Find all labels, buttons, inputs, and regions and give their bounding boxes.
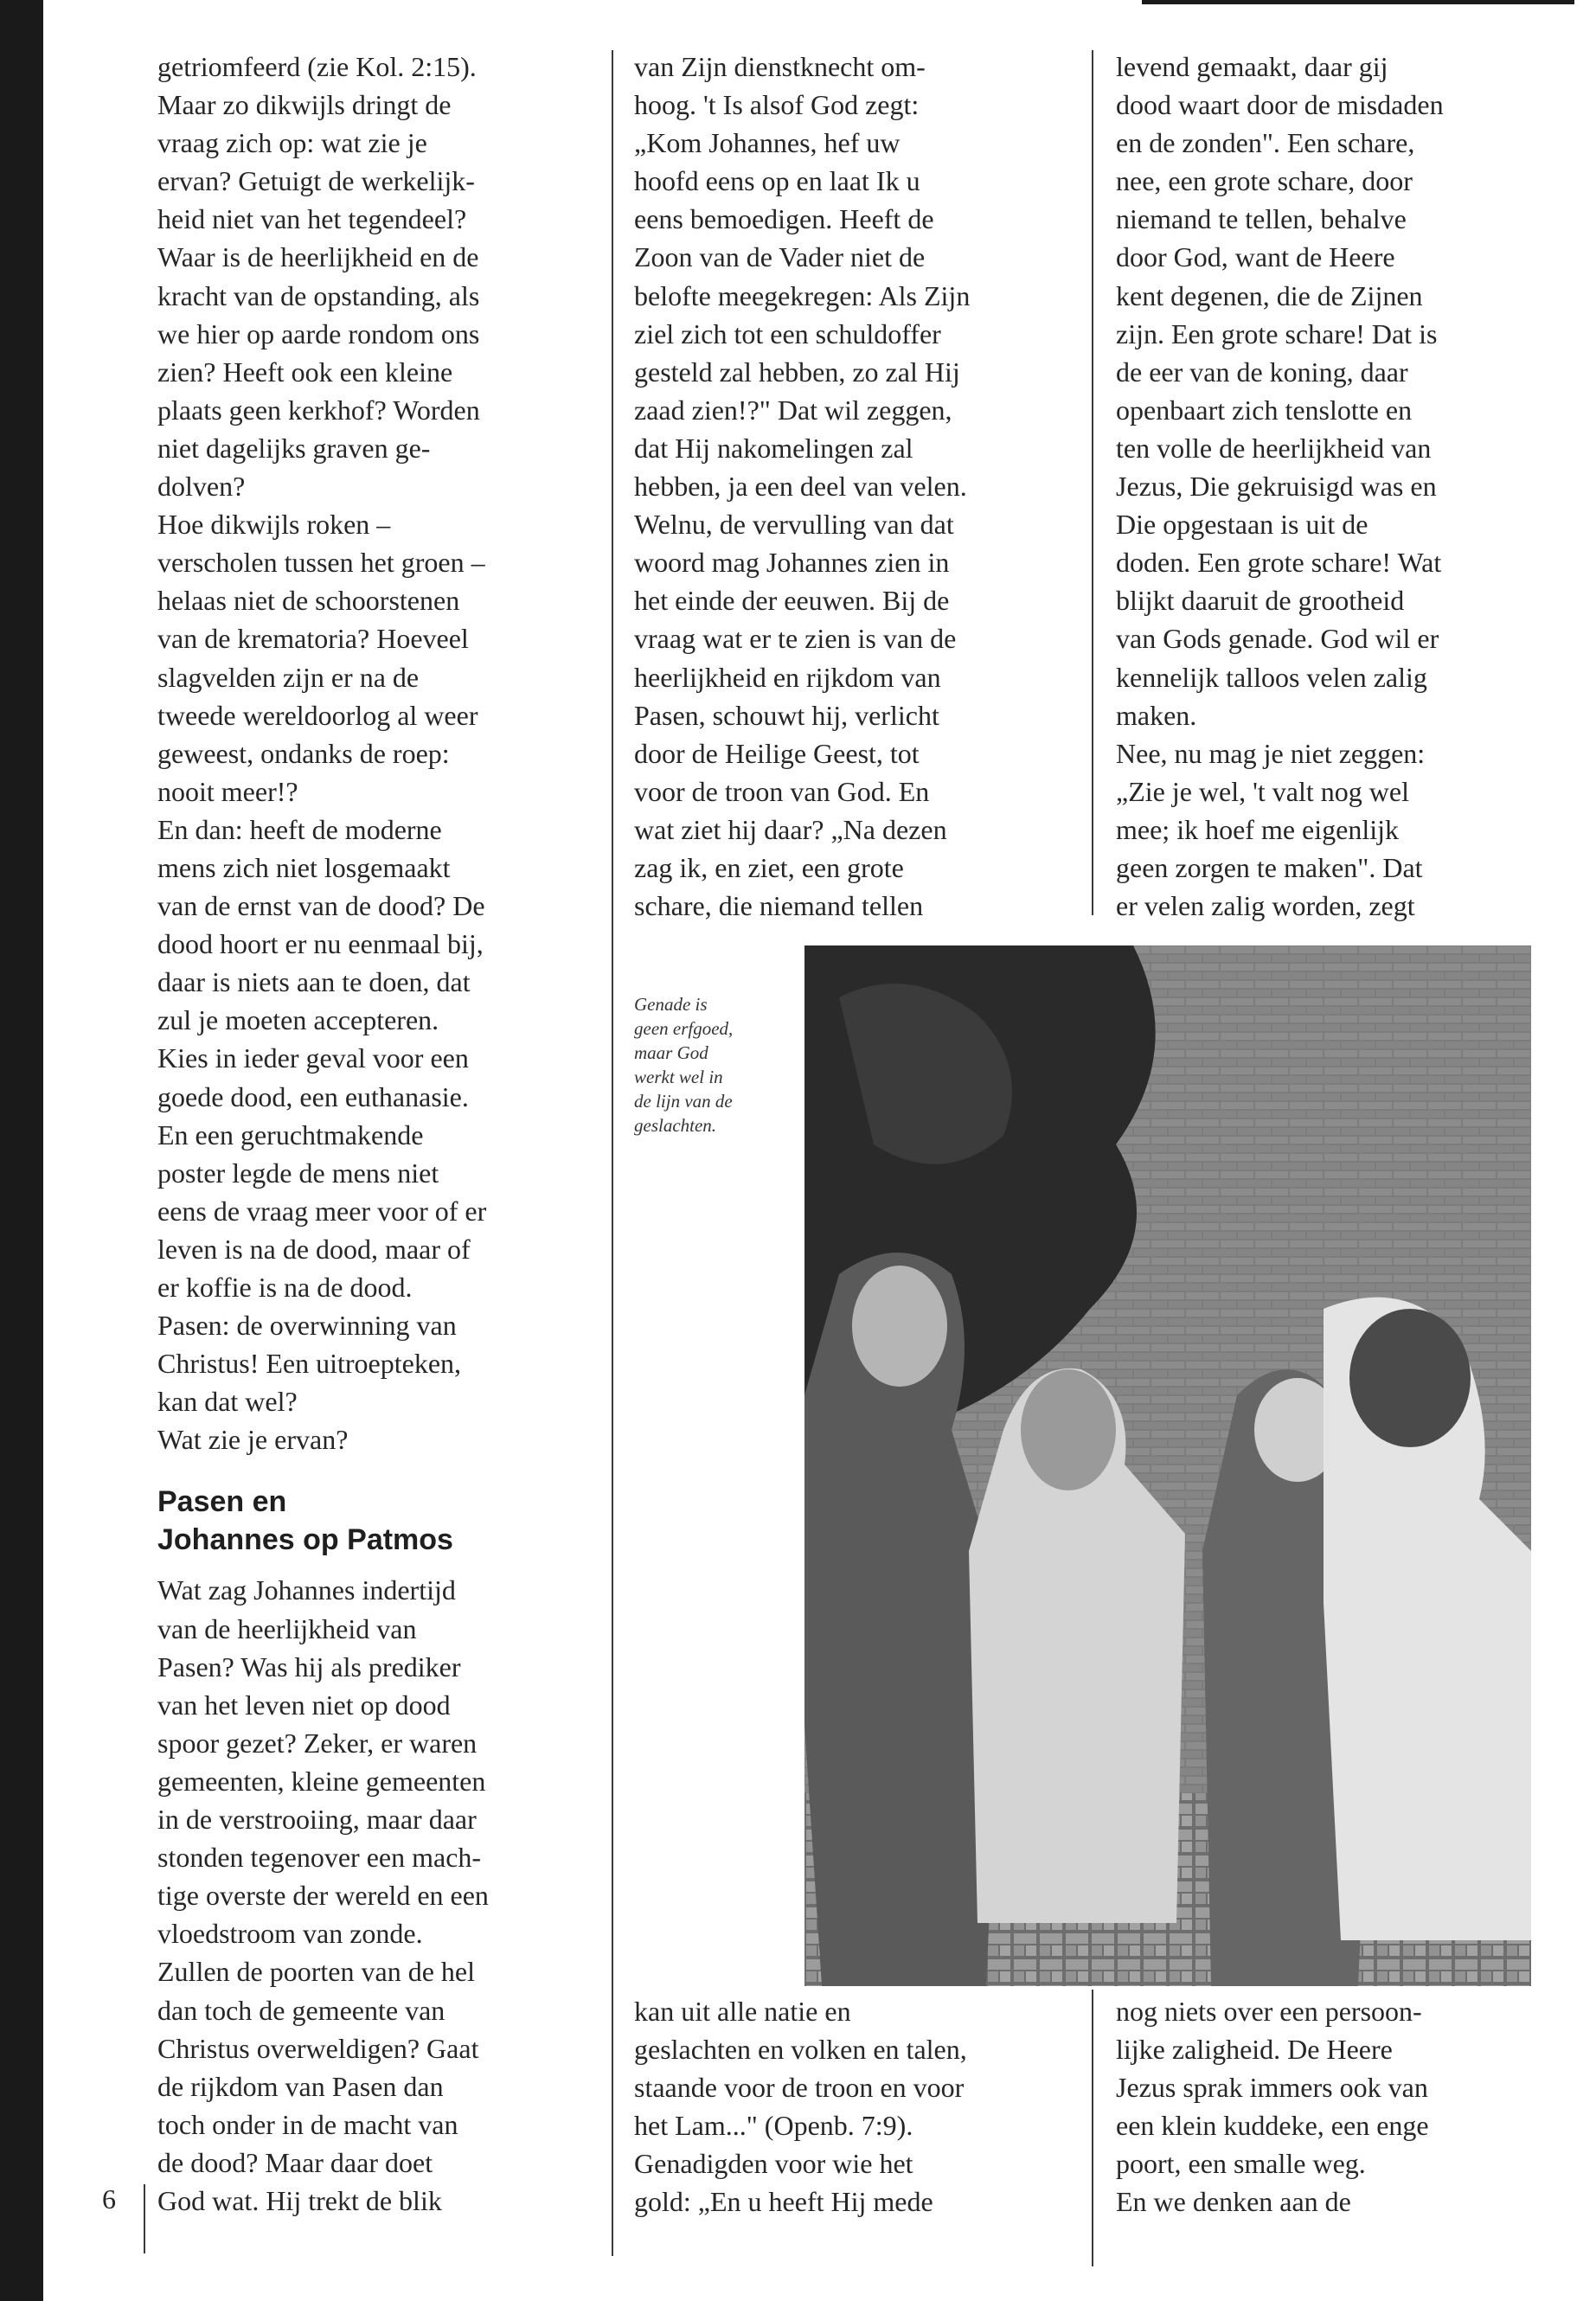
text-line: hoog. 't Is alsof God zegt: <box>634 89 920 121</box>
text-line: kan dat wel? <box>157 1386 298 1418</box>
text-line: door de Heilige Geest, tot <box>634 737 920 769</box>
text-line: dat Hij nakomelingen zal <box>634 432 913 464</box>
text-line: en de zonden". Een schare, <box>1116 127 1415 159</box>
caption-line: geslachten. <box>634 1115 717 1136</box>
text-line: kennelijk talloos velen zalig <box>1116 661 1427 693</box>
text-line: dood waart door de misdaden <box>1116 89 1444 121</box>
figure-center-head <box>1021 1369 1116 1490</box>
text-line: schare, die niemand tellen <box>634 890 924 922</box>
text-line: nee, een grote schare, door <box>1116 165 1413 197</box>
col1-section-body <box>157 1571 599 2220</box>
text-line: door God, want de Heere <box>1116 241 1395 273</box>
text-line: zien? Heeft ook een kleine <box>157 356 453 388</box>
text-line: dood hoort er nu eenmaal bij, <box>157 928 484 960</box>
page-number: 6 <box>102 2183 116 2214</box>
text-line: En we denken aan de <box>1116 2186 1351 2218</box>
text-line: niemand te tellen, behalve <box>1116 203 1407 235</box>
photo-youth-by-wall <box>804 945 1531 1986</box>
column-rule-2 <box>1092 50 1093 915</box>
text-line: helaas niet de schoorstenen <box>157 585 460 617</box>
text-line: Pasen, schouwt hij, verlicht <box>634 699 939 731</box>
column-2-bottom <box>634 1992 1084 2221</box>
section-heading <box>157 1483 599 1559</box>
text-line: het einde der eeuwen. Bij de <box>634 585 950 617</box>
text-line: niet dagelijks graven ge- <box>157 432 431 464</box>
text-line: gemeenten, kleine gemeenten <box>157 1765 486 1797</box>
text-line: geweest, ondanks de roep: <box>157 737 450 769</box>
text-line: van het leven niet op dood <box>157 1689 451 1721</box>
text-line: nooit meer!? <box>157 775 298 807</box>
text-line: verscholen tussen het groen – <box>157 547 485 579</box>
text-line: mee; ik hoef me eigenlijk <box>1116 813 1399 845</box>
text-line: plaats geen kerkhof? Worden <box>157 394 480 426</box>
text-line: hoofd eens op en laat Ik u <box>634 165 920 197</box>
text-line: doden. Een grote schare! Wat <box>1116 547 1442 579</box>
caption-line: geen erfgoed, <box>634 1018 734 1039</box>
caption-line: Genade is <box>634 994 708 1015</box>
text-line: zag ik, en ziet, een grote <box>634 851 904 883</box>
text-line: tige overste der wereld en een <box>157 1880 489 1912</box>
text-line: Wat zie je ervan? <box>157 1424 349 1456</box>
text-line: toch onder in de macht van <box>157 2108 458 2140</box>
text-line: van de heerlijkheid van <box>157 1612 417 1644</box>
text-line: lijke zaligheid. De Heere <box>1116 2034 1393 2066</box>
text-line: vloedstroom van zonde. <box>157 1918 423 1950</box>
text-line: geen zorgen te maken". Dat <box>1116 851 1423 883</box>
text-line: mens zich niet losgemaakt <box>157 851 451 883</box>
text-line: een klein kuddeke, een enge <box>1116 2110 1429 2142</box>
text-line: maken. <box>1116 699 1197 731</box>
text-line: Jezus sprak immers ook van <box>1116 2072 1428 2104</box>
text-line: Genadigden voor wie het <box>634 2148 913 2180</box>
page-number-rule <box>144 2184 145 2253</box>
text-line: goede dood, een euthanasie. <box>157 1080 469 1112</box>
text-line: van de krematoria? Hoeveel <box>157 623 469 655</box>
text-line: zaad zien!?" Dat wil zeggen, <box>634 394 952 426</box>
caption-line: maar God <box>634 1042 708 1063</box>
text-line: Hoe dikwijls roken – <box>157 509 391 541</box>
text-line: Pasen: de overwinning van <box>157 1310 457 1342</box>
text-line: er velen zalig worden, zegt <box>1116 890 1415 922</box>
text-line: stonden tegenover een mach- <box>157 1842 482 1874</box>
section-heading-line-1: Pasen en <box>157 1485 287 1519</box>
column-rule-2-bottom <box>1092 1990 1093 2266</box>
text-line: in de verstrooiing, maar daar <box>157 1804 477 1836</box>
text-line: eens bemoedigen. Heeft de <box>634 203 934 235</box>
figure-far-right-hair <box>1349 1309 1471 1447</box>
text-line: Nee, nu mag je niet zeggen: <box>1116 737 1426 769</box>
text-line: ziel zich tot een schuldoffer <box>634 317 941 349</box>
text-line: ten volle de heerlijkheid van <box>1116 432 1432 464</box>
text-line: van Gods genade. God wil er <box>1116 623 1439 655</box>
text-line: staande voor de troon en voor <box>634 2072 965 2104</box>
text-line: Christus! Een uitroepteken, <box>157 1348 462 1380</box>
text-line: Christus overweldigen? Gaat <box>157 2032 479 2064</box>
text-line: Welnu, de vervulling van dat <box>634 509 954 541</box>
text-line: En een geruchtmakende <box>157 1118 424 1150</box>
text-line: God wat. Hij trekt de blik <box>157 2184 442 2216</box>
photo-illustration <box>804 945 1531 1986</box>
text-line: hebben, ja een deel van velen. <box>634 471 967 503</box>
text-line: gesteld zal hebben, zo zal Hij <box>634 356 960 388</box>
text-line: heid niet van het tegendeel? <box>157 203 467 235</box>
text-line: Pasen? Was hij als prediker <box>157 1650 461 1682</box>
text-line: dolven? <box>157 471 246 503</box>
text-line: vraag wat er te zien is van de <box>634 623 957 655</box>
figure-left-hair <box>852 1266 947 1387</box>
text-line: En dan: heeft de moderne <box>157 813 442 845</box>
text-line: „Kom Johannes, hef uw <box>634 127 901 159</box>
text-line: Die opgestaan is uit de <box>1116 509 1368 541</box>
text-line: spoor gezet? Zeker, er waren <box>157 1727 478 1759</box>
text-line: gold: „En u heeft Hij mede <box>634 2186 933 2218</box>
text-line: van de ernst van de dood? De <box>157 890 485 922</box>
text-line: de rijkdom van Pasen dan <box>157 2070 444 2102</box>
text-line: Zoon van de Vader niet de <box>634 241 926 273</box>
text-line: Kies in ieder geval voor een <box>157 1042 469 1074</box>
text-line: zul je moeten accepteren. <box>157 1004 439 1036</box>
text-line: leven is na de dood, maar of <box>157 1233 471 1265</box>
column-rule-1 <box>612 50 613 2256</box>
caption-line: de lijn van de <box>634 1091 733 1112</box>
text-line: slagvelden zijn er na de <box>157 661 420 693</box>
text-line: openbaart zich tenslotte en <box>1116 394 1413 426</box>
col1-paragraph-block <box>157 48 599 1458</box>
text-line: blijkt daaruit de grootheid <box>1116 585 1405 617</box>
text-line: belofte meegekregen: Als Zijn <box>634 279 971 311</box>
text-line: heerlijkheid en rijkdom van <box>634 661 941 693</box>
text-line: we hier op aarde rondom ons <box>157 317 480 349</box>
text-line: van Zijn dienstknecht om- <box>634 51 926 82</box>
column-3-bottom <box>1116 1992 1566 2221</box>
text-line: Zullen de poorten van de hel <box>157 1956 475 1988</box>
text-line: woord mag Johannes zien in <box>634 547 950 579</box>
column-2 <box>634 48 1084 925</box>
text-line: tweede wereldoorlog al weer <box>157 699 478 731</box>
text-line: Maar zo dikwijls dringt de <box>157 89 452 121</box>
section-heading-line-2: Johannes op Patmos <box>157 1523 453 1557</box>
text-line: poster legde de mens niet <box>157 1157 439 1189</box>
text-line: eens de vraag meer voor of er <box>157 1195 487 1227</box>
text-line: dan toch de gemeente van <box>157 1994 445 2026</box>
text-line: Waar is de heerlijkheid en de <box>157 241 479 273</box>
text-line: daar is niets aan te doen, dat <box>157 966 471 998</box>
text-line: „Zie je wel, 't valt nog wel <box>1116 775 1409 807</box>
text-line: de eer van de koning, daar <box>1116 356 1408 388</box>
photo-caption <box>634 992 785 1138</box>
text-line: nog niets over een persoon- <box>1116 1996 1422 2027</box>
text-line: wat ziet hij daar? „Na dezen <box>634 813 947 845</box>
text-line: het Lam..." (Openb. 7:9). <box>634 2110 913 2142</box>
caption-line: werkt wel in <box>634 1067 723 1087</box>
column-1 <box>157 48 599 2220</box>
text-line: levend gemaakt, daar gij <box>1116 51 1388 82</box>
text-line: de dood? Maar daar doet <box>157 2146 433 2178</box>
text-line: poort, een smalle weg. <box>1116 2148 1366 2180</box>
text-line: geslachten en volken en talen, <box>634 2034 967 2066</box>
page-edge-bar <box>0 0 43 2301</box>
column-3 <box>1116 48 1566 925</box>
text-line: vraag zich op: wat zie je <box>157 127 427 159</box>
text-line: Wat zag Johannes indertijd <box>157 1574 456 1606</box>
text-line: getriomfeerd (zie Kol. 2:15). <box>157 51 477 82</box>
text-line: voor de troon van God. En <box>634 775 930 807</box>
text-line: kracht van de opstanding, als <box>157 279 480 311</box>
text-line: kan uit alle natie en <box>634 1996 851 2027</box>
text-line: Jezus, Die gekruisigd was en <box>1116 471 1437 503</box>
text-line: kent degenen, die de Zijnen <box>1116 279 1423 311</box>
text-line: ervan? Getuigt de werkelijk- <box>157 165 475 197</box>
top-rule <box>1142 0 1574 4</box>
text-line: zijn. Een grote schare! Dat is <box>1116 317 1438 349</box>
text-line: er koffie is na de dood. <box>157 1272 413 1303</box>
